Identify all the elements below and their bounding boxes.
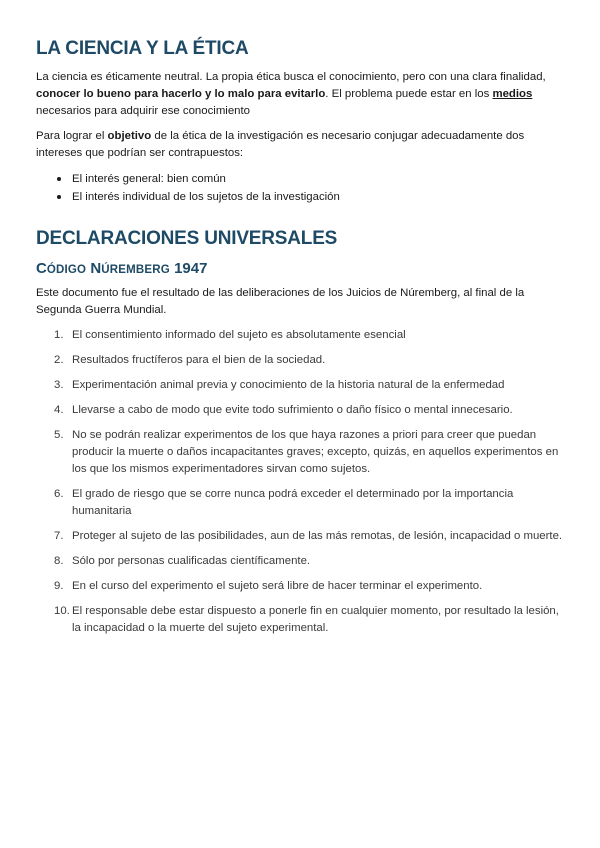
- item-text: El responsable debe estar dispuesto a ponerle fin en cualquier momento, por resultado la lesión, la incapacidad o la muerte del sujeto experimental.: [72, 605, 559, 634]
- item-text: Llevarse a cabo de modo que evite todo sufrimiento o daño físico o mental innecesario.: [72, 404, 513, 416]
- list-item: [36, 427, 564, 478]
- item-text: El consentimiento informado del sujeto es absolutamente esencial: [72, 329, 406, 341]
- item-number: 8.: [54, 555, 64, 567]
- item-number: 4.: [54, 404, 64, 416]
- section-title-ciencia-etica: LA CIENCIA Y LA ÉTICA: [36, 38, 249, 59]
- item-text: En el curso del experimento el sujeto será libre de hacer terminar el experimento.: [72, 580, 483, 592]
- list-item: [36, 603, 564, 637]
- item-text: Proteger al sujeto de las posibilidades, aun de las más remotas, de lesión, incapacidad o muerte.: [72, 530, 563, 542]
- bullet-list-intereses: [36, 170, 564, 206]
- text-segment: Para lograr el: [36, 130, 108, 142]
- item-number: 9.: [54, 580, 64, 592]
- item-text: El grado de riesgo que se corre nunca podrá exceder el determinado por la importancia humanitaria: [72, 488, 514, 517]
- text-segment: de la ética de la investigación es necesario conjugar adecuadamente dos intereses que podrían ser contrapuestos:: [36, 130, 525, 159]
- title-smallcaps: ÓDIGO: [46, 264, 87, 276]
- paragraph-ciencia-neutral: [36, 69, 564, 120]
- list-item: [36, 528, 564, 545]
- numbered-list-nuremberg: [36, 327, 564, 637]
- item-number: 5.: [54, 429, 64, 441]
- list-item: [36, 402, 564, 419]
- paragraph-objetivo: [36, 128, 564, 162]
- underlined-bold-text: [492, 88, 532, 100]
- list-item: [36, 578, 564, 595]
- item-number: 10.: [54, 605, 70, 617]
- bullet-item: El interés individual de los sujetos de la investigación: [72, 188, 564, 206]
- text-segment: necesarios para adquirir ese conocimiento: [36, 105, 251, 117]
- item-text: Experimentación animal previa y conocimiento de la historia natural de la enfermedad: [72, 379, 505, 391]
- list-item: [36, 377, 564, 394]
- title-year: 1947: [174, 260, 208, 277]
- item-number: 6.: [54, 488, 64, 500]
- list-item: [36, 553, 564, 570]
- bullet-item: El interés general: bien común: [72, 170, 564, 188]
- item-number: 7.: [54, 530, 64, 542]
- title-letter: N: [90, 260, 102, 277]
- text-segment: . El problema puede estar en los: [325, 88, 493, 100]
- item-number: 3.: [54, 379, 64, 391]
- subsection-title-nuremberg: [36, 260, 564, 277]
- underlined-text: medios: [492, 88, 533, 100]
- item-number: 1.: [54, 329, 64, 341]
- bold-text: conocer lo bueno para hacerlo y lo malo para evitarlo: [36, 88, 326, 100]
- title-smallcaps: ÚREMBERG: [101, 264, 170, 276]
- item-text: Sólo por personas cualificadas científicamente.: [72, 555, 311, 567]
- list-item: [36, 486, 564, 520]
- list-item: [36, 327, 564, 344]
- item-number: 2.: [54, 354, 64, 366]
- section-title-declaraciones: DECLARACIONES UNIVERSALES: [36, 228, 338, 249]
- list-item: [36, 352, 564, 369]
- paragraph-nuremberg-intro: Este documento fue el resultado de las deliberaciones de los Juicios de Núremberg, al final de la Segunda Guerra Mundial.: [36, 287, 525, 316]
- item-text: Resultados fructíferos para el bien de la sociedad.: [72, 354, 326, 366]
- item-text: No se podrán realizar experimentos de los que haya razones a priori para creer que puedan producir la muerte o daños incapacitantes graves; excepto, quizás, en aquellos experimentos en los que los mismos experimentadores sirvan como sujetos.: [72, 429, 559, 475]
- bold-text: objetivo: [107, 130, 152, 142]
- title-letter: C: [36, 260, 47, 277]
- text-segment: La ciencia es éticamente neutral. La propia ética busca el conocimiento, pero con una clara finalidad,: [36, 71, 546, 83]
